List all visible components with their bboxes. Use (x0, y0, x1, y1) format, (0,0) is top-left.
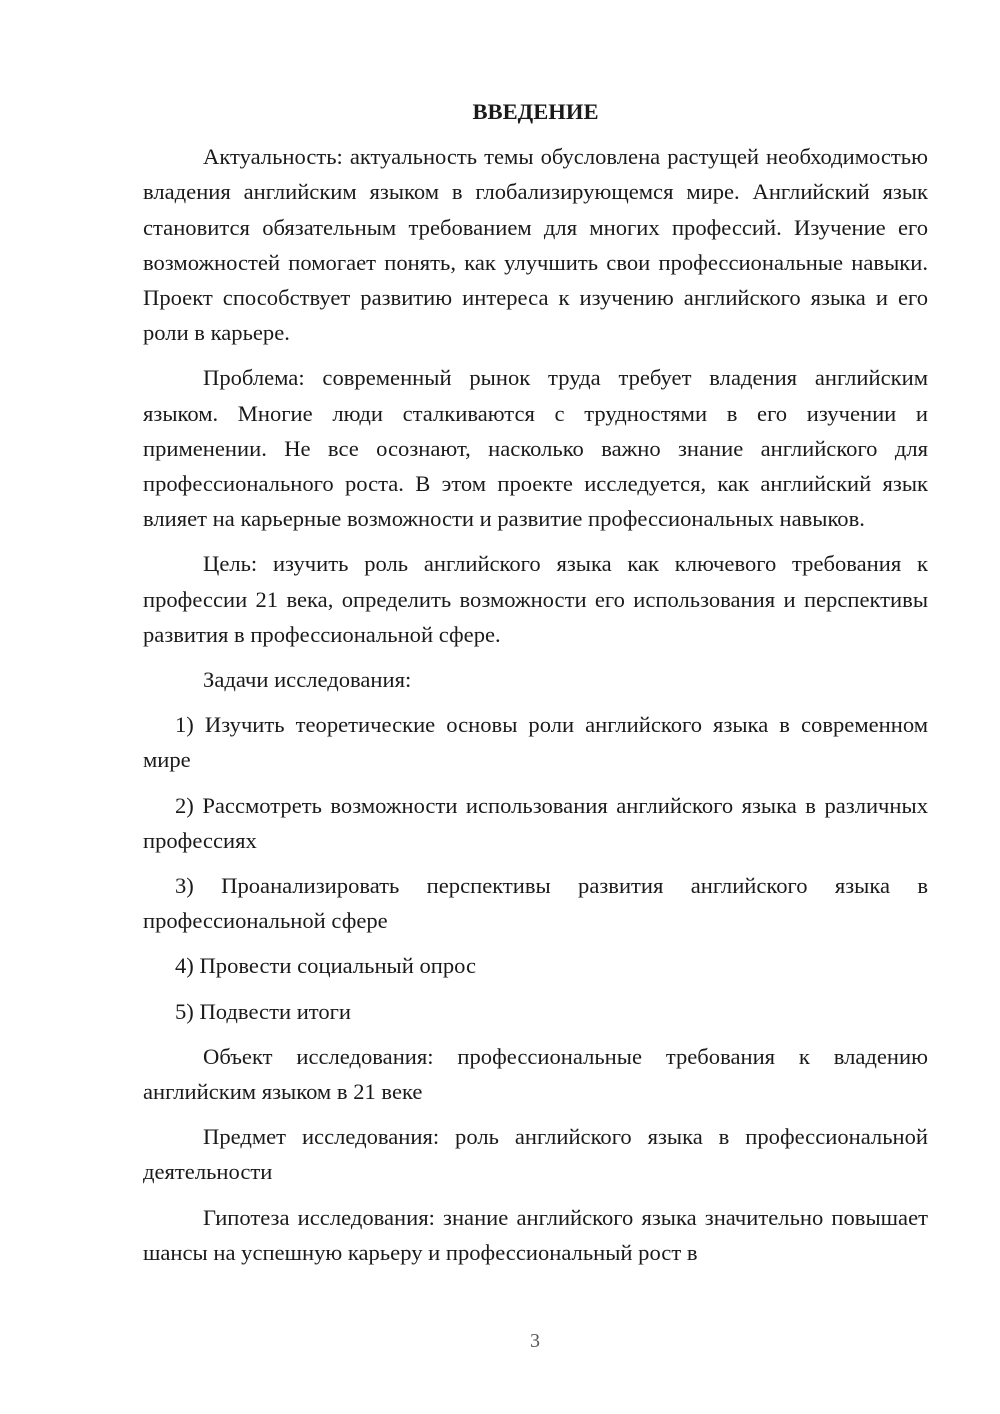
hypothesis-paragraph: Гипотеза исследования: знание английского языка значительно повышает шансы на успешную карьеру и профессиональный рост в (143, 1204, 928, 1265)
page-number: 3 (530, 1330, 540, 1352)
goal-paragraph: Цель: изучить роль английского языка как ключевого требования к профессии 21 века, определить возможности его использования и перспективы развития в профессиональной сфере. (143, 551, 928, 647)
task-item-4: 4) Провести социальный опрос (175, 953, 477, 979)
tasks-heading: Задачи исследования: (203, 667, 412, 693)
problem-paragraph: Проблема: современный рынок труда требует владения английским языком. Многие люди сталкиваются с трудностями в его изучении и применении. Не все осознают, насколько важно знание английского для профессионального роста. В этом проекте исследуется, как английский язык влияет на карьерные возможности и развитие профессиональных навыков. (143, 365, 928, 532)
task-item-2: 2) Рассмотреть возможности использования английского языка в различных профессиях (143, 792, 928, 853)
task-item-3: 3) Проанализировать перспективы развития английского языка в профессиональной сфере (143, 873, 928, 934)
relevance-paragraph: Актуальность: актуальность темы обусловлена растущей необходимостью владения английским языком в глобализирующемся мире. Английский язык становится обязательным требованием для многих профессий. Изучение его возможностей помогает понять, как улучшить свои профессиональные навыки. Проект способствует развитию интереса к изучению английского языка и его роли в карьере. (143, 144, 928, 346)
task-item-5: 5) Подвести итоги (175, 998, 352, 1024)
object-paragraph: Объект исследования: профессиональные требования к владению английским языком в 21 веке (143, 1043, 928, 1105)
subject-paragraph: Предмет исследования: роль английского языка в профессиональной деятельности (143, 1124, 928, 1185)
section-title: ВВЕДЕНИЕ (472, 99, 599, 124)
document-body (143, 94, 928, 1280)
task-item-1: 1) Изучить теоретические основы роли английского языка в современном мире (143, 712, 928, 773)
